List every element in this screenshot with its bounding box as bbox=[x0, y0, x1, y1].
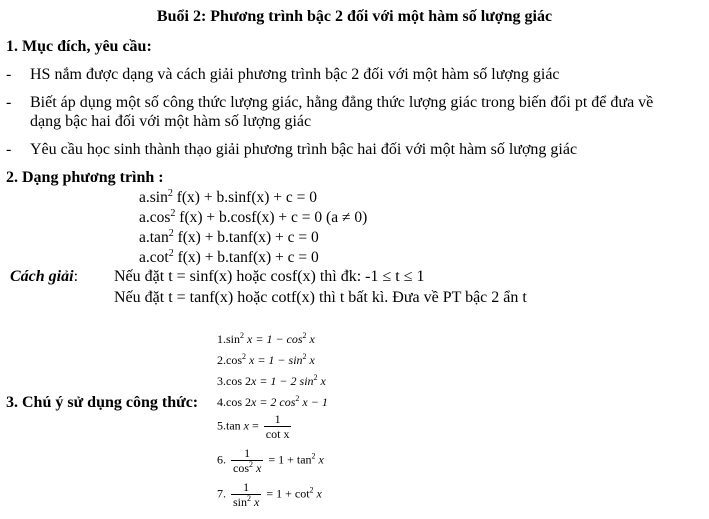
section1-heading: 1. Mục đích, yêu cầu: bbox=[6, 38, 152, 55]
fraction: $\frac{1}{\sin^2 x}$ bbox=[233, 480, 260, 509]
solution-label: Cách giải: bbox=[10, 268, 79, 285]
formula-3: 3.cos 2x = 1 − 2 $\sin^2 x$ bbox=[217, 373, 326, 388]
formula-1: $1.\sin^2$ $x = 1 - \cos^2 x$ bbox=[217, 331, 315, 346]
fraction: $\frac{1}{\cos^2 x}$ bbox=[233, 446, 262, 475]
formula-6: 6. $\frac{1}{\cos^2 x}$ = $1 + \tan^2 x$ bbox=[217, 446, 324, 475]
equation-cos: $a.\cos^2$ f(x) + b.cosf(x) + c = 0 (a ≠ 0) bbox=[139, 208, 368, 226]
bullet-dash: - bbox=[6, 141, 12, 158]
page-title: Buổi 2: Phương trình bậc 2 đối với một hàm số lượng giác bbox=[156, 8, 553, 25]
equation-tan: $a.\tan^2$ f(x) + b.tanf(x) + c = 0 bbox=[139, 228, 319, 246]
fraction: $\frac{1}{\text{cot x}}$ bbox=[265, 412, 290, 441]
bullet-item: Yêu cầu học sinh thành thạo giải phương trình bậc hai đối với một hàm số lượng giác bbox=[30, 141, 578, 158]
bullet-dash: - bbox=[6, 66, 12, 83]
formula-7: 7. $\frac{1}{\sin^2 x}$ = $1 + \cot^2 x$ bbox=[217, 480, 322, 509]
bullet-dash: - bbox=[6, 94, 12, 111]
section3-heading: 3. Chú ý sử dụng công thức: bbox=[6, 394, 199, 411]
solution-line-2: Nếu đặt t = tanf(x) hoặc cotf(x) thì t bất kì. Đưa về PT bậc 2 ẩn t bbox=[114, 289, 527, 306]
bullet-item-continuation: dạng bậc hai đối với một hàm số lượng giác bbox=[30, 113, 312, 130]
formula-5: 5.tan x = $\frac{1}{\text{cot x}}$ bbox=[217, 412, 290, 441]
equation-cot: $a.\cot^2$ f(x) + b.tanf(x) + c = 0 bbox=[139, 248, 319, 266]
solution-line-1: Nếu đặt t = sinf(x) hoặc cosf(x) thì đk: -1 ≤ t ≤ 1 bbox=[114, 268, 425, 285]
equation-sin: $a.\sin^2$ f(x) + b.sinf(x) + c = 0 bbox=[139, 188, 318, 206]
section2-heading: 2. Dạng phương trình : bbox=[6, 169, 164, 186]
formula-2: $2.\cos^2$ $x = 1 - \sin^2 x$ bbox=[217, 352, 315, 367]
bullet-item: HS nắm được dạng và cách giải phương trình bậc 2 đối với một hàm số lượng giác bbox=[30, 66, 560, 83]
formula-4: 4.cos 2x = 2 $\cos^2 x - 1$ bbox=[217, 394, 328, 409]
bullet-item: Biết áp dụng một số công thức lượng giác, hằng đẳng thức lượng giác trong biến đổi pt để đưa về bbox=[30, 94, 654, 111]
